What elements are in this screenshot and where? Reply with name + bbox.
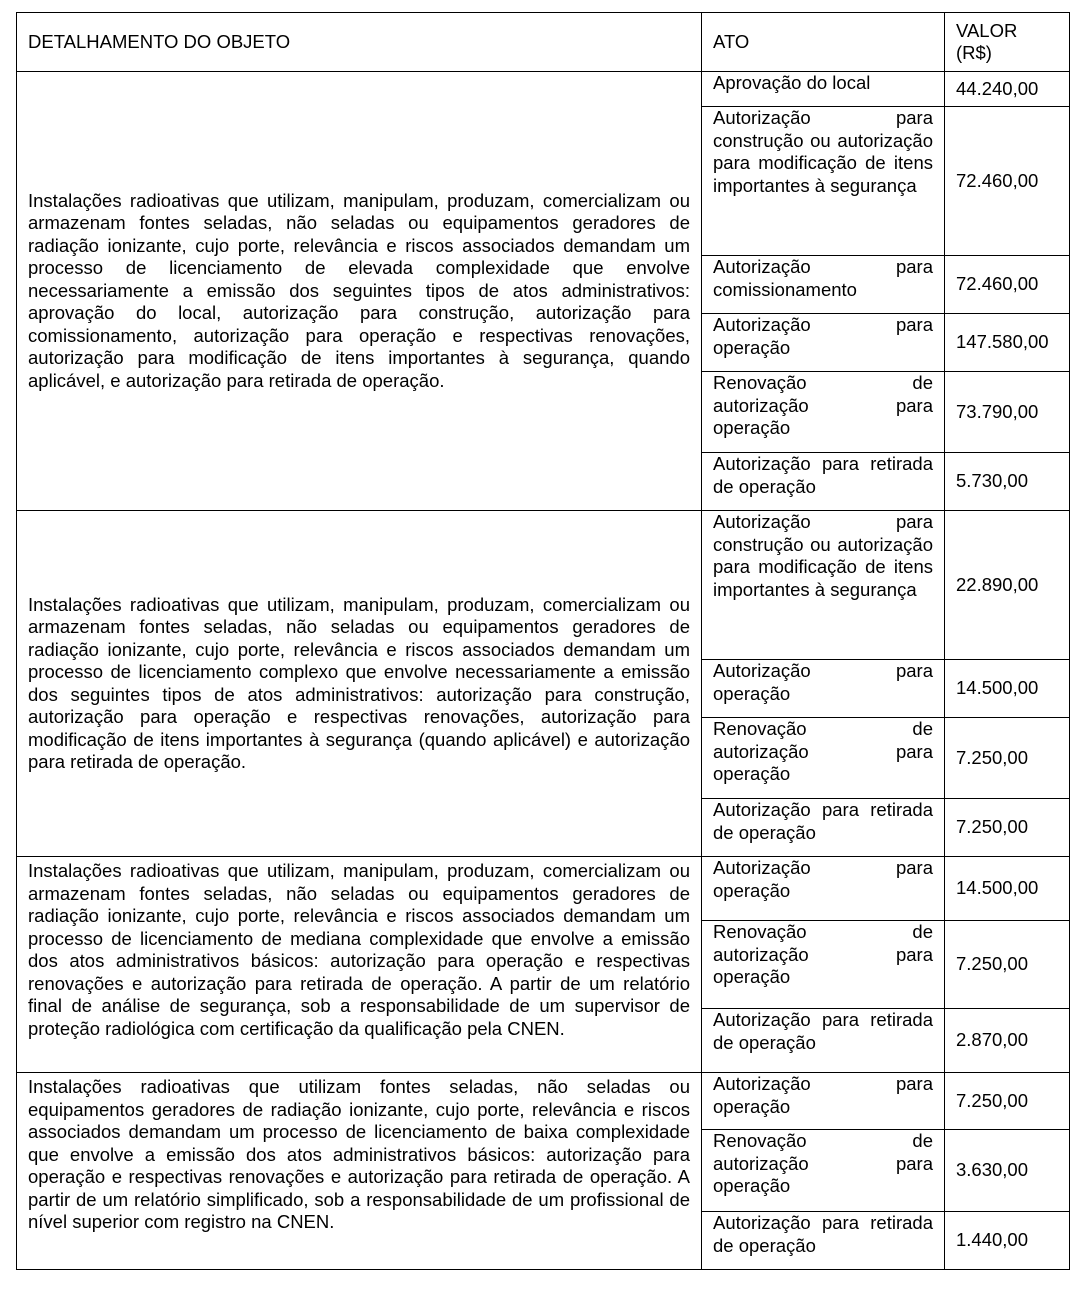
ato-cell: Aprovação do local <box>702 72 945 107</box>
valor-cell: 72.460,00 <box>945 107 1070 256</box>
table-row <box>17 1073 1070 1130</box>
table-row <box>17 72 1070 107</box>
valor-cell: 147.580,00 <box>945 314 1070 372</box>
valor-cell: 7.250,00 <box>945 921 1070 1009</box>
header-valor: VALOR (R$) <box>945 13 1070 72</box>
ato-cell: Autorização para comissionamento <box>702 256 945 314</box>
valor-cell: 72.460,00 <box>945 256 1070 314</box>
valor-cell: 14.500,00 <box>945 660 1070 718</box>
ato-cell: Autorização para operação <box>702 660 945 718</box>
object-description: Instalações radioativas que utilizam fontes seladas, não seladas ou equipamentos geradores de radiação ionizante, cujo porte, relevância e riscos associados demandam um processo de licenciamento de baixa complexidade que envolve a emissão dos atos administrativos básicos: autorização para operação e respectivas renovações e autorização para retirada de operação. A partir de um relatório simplificado, sob a responsabilidade de um profissional de nível superior com registro na CNEN. <box>17 1073 702 1270</box>
valor-cell: 5.730,00 <box>945 453 1070 511</box>
valor-cell: 7.250,00 <box>945 1073 1070 1130</box>
fee-table <box>16 12 1070 1270</box>
valor-cell: 7.250,00 <box>945 799 1070 857</box>
valor-cell: 3.630,00 <box>945 1130 1070 1212</box>
table-row <box>17 857 1070 921</box>
valor-cell: 1.440,00 <box>945 1212 1070 1270</box>
ato-cell: Renovação de autorização para operação <box>702 1130 945 1212</box>
header-row <box>17 13 1070 72</box>
ato-cell: Autorização para construção ou autorização para modificação de itens importantes à segurança <box>702 107 945 256</box>
valor-cell: 44.240,00 <box>945 72 1070 107</box>
valor-cell: 14.500,00 <box>945 857 1070 921</box>
object-description: Instalações radioativas que utilizam, manipulam, produzam, comercializam ou armazenam fontes seladas, não seladas ou equipamentos geradores de radiação ionizante, cujo porte, relevância e riscos associados demandam um processo de licenciamento de mediana complexidade que envolve a emissão dos atos administrativos básicos: autorização para operação e respectivas renovações e autorização para retirada de operação. A partir de um relatório final de análise de segurança, sob a responsabilidade de um supervisor de proteção radiológica com certificação da qualificação pela CNEN. <box>17 857 702 1073</box>
ato-cell: Autorização para retirada de operação <box>702 1009 945 1073</box>
ato-cell: Autorização para operação <box>702 1073 945 1130</box>
header-ato: ATO <box>702 13 945 72</box>
table-row <box>17 511 1070 660</box>
ato-cell: Autorização para construção ou autorização para modificação de itens importantes à segurança <box>702 511 945 660</box>
valor-cell: 22.890,00 <box>945 511 1070 660</box>
header-detalhamento: DETALHAMENTO DO OBJETO <box>17 13 702 72</box>
ato-cell: Autorização para operação <box>702 857 945 921</box>
ato-cell: Autorização para retirada de operação <box>702 1212 945 1270</box>
ato-cell: Autorização para retirada de operação <box>702 453 945 511</box>
ato-cell: Renovação de autorização para operação <box>702 921 945 1009</box>
object-description: Instalações radioativas que utilizam, manipulam, produzam, comercializam ou armazenam fontes seladas, não seladas ou equipamentos geradores de radiação ionizante, cujo porte, relevância e riscos associados demandam um processo de licenciamento de elevada complexidade que envolve necessariamente a emissão dos seguintes tipos de atos administrativos: aprovação do local, autorização para construção, autorização para comissionamento, autorização para operação e respectivas renovações, autorização para modificação de itens importantes à segurança, quando aplicável, e autorização para retirada de operação. <box>17 72 702 511</box>
ato-cell: Autorização para retirada de operação <box>702 799 945 857</box>
valor-cell: 73.790,00 <box>945 372 1070 453</box>
ato-cell: Autorização para operação <box>702 314 945 372</box>
valor-cell: 2.870,00 <box>945 1009 1070 1073</box>
ato-cell: Renovação de autorização para operação <box>702 372 945 453</box>
object-description: Instalações radioativas que utilizam, manipulam, produzam, comercializam ou armazenam fontes seladas, não seladas ou equipamentos geradores de radiação ionizante, cujo porte, relevância e riscos associados demandam um processo de licenciamento complexo que envolve necessariamente a emissão dos seguintes tipos de atos administrativos: autorização para construção, autorização para operação e respectivas renovações, autorização para modificação de itens importantes à segurança (quando aplicável) e autorização para retirada de operação. <box>17 511 702 857</box>
valor-cell: 7.250,00 <box>945 718 1070 799</box>
ato-cell: Renovação de autorização para operação <box>702 718 945 799</box>
